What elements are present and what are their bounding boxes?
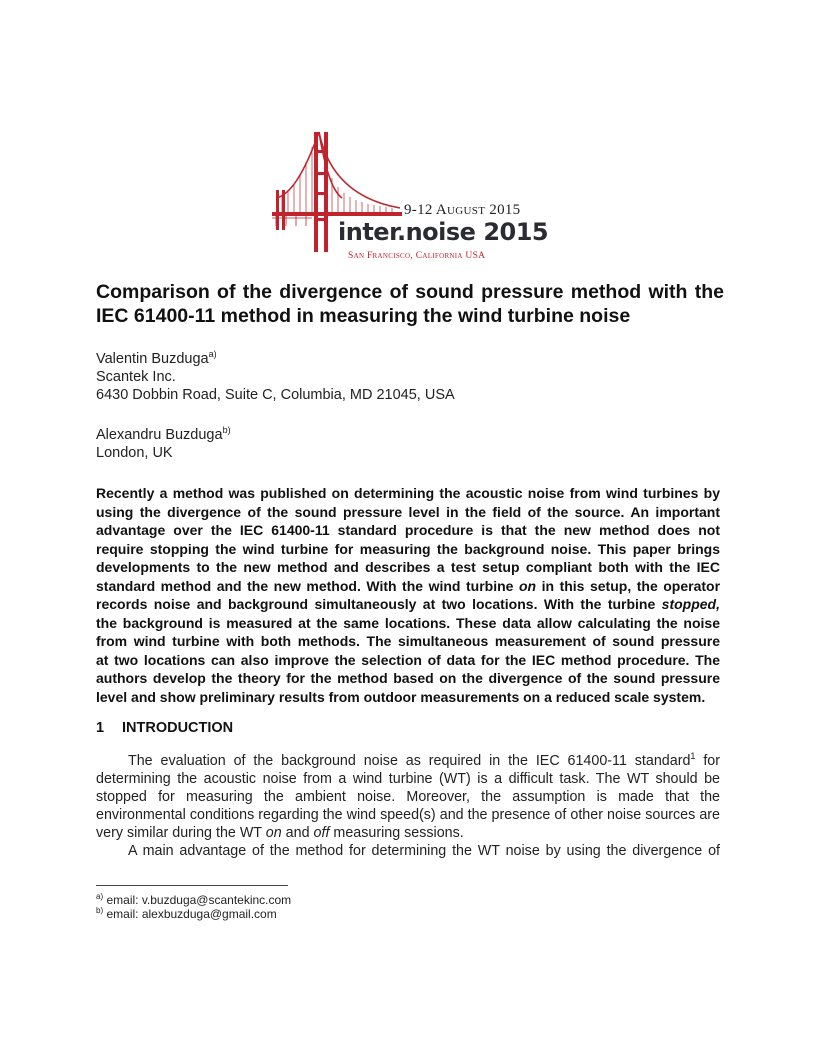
- abstract-line: level and show preliminary results from outdoor measurements on a reduced scale system.: [96, 688, 706, 705]
- footnote-email[interactable]: email: v.buzduga@scantekinc.com: [106, 893, 292, 907]
- section-title: INTRODUCTION: [122, 720, 234, 736]
- footnote-mark: b): [96, 906, 104, 915]
- author-1: [96, 350, 716, 404]
- footnote-email[interactable]: email: alexbuzduga@gmail.com: [106, 907, 277, 921]
- conference-logo: [272, 130, 552, 265]
- title-line-1: Comparison of the divergence of sound pressure method with the: [96, 281, 724, 303]
- body-text: for: [703, 753, 721, 769]
- abstract-text: in this setup, the operator: [541, 577, 721, 594]
- author-affiliation: Scantek Inc.: [96, 369, 176, 385]
- footnote: [96, 893, 291, 907]
- emphasis: on: [265, 825, 282, 841]
- abstract-line: [96, 577, 720, 596]
- body-text: and: [285, 825, 310, 841]
- abstract-text: standard method and the new method. With the wind turbine: [96, 577, 514, 594]
- abstract-line: from wind turbine with both methods. The simultaneous measurement of sound pressure: [96, 633, 720, 649]
- abstract-line: the background is measured at the same locations. These data allow calculating the noise: [96, 614, 720, 631]
- title-line-2: IEC 61400-11 method in measuring the wind turbine noise: [96, 305, 631, 327]
- conference-location: San Francisco, California USA: [348, 251, 486, 261]
- paper-title: [96, 280, 724, 328]
- author-2: [96, 426, 716, 462]
- author-name: Alexandru Buzduga: [96, 427, 223, 443]
- abstract-line: Recently a method was published on determining the acoustic noise from wind turbines by: [96, 485, 720, 501]
- emphasis: on: [518, 577, 537, 594]
- body-line: stopped for measuring the ambient noise. Moreover, the assumption is made that the: [96, 789, 720, 805]
- reference-mark: 1: [690, 751, 696, 761]
- author-address: 6430 Dobbin Road, Suite C, Columbia, MD 21045, USA: [96, 387, 455, 403]
- abstract-line: authors develop the theory for the method based on the divergence of the sound pressure: [96, 670, 720, 686]
- abstract-line: require stopping the wind turbine for measuring the background noise. This paper brings: [96, 540, 720, 557]
- abstract-text: records noise and background simultaneously at two locations. With the turbine: [96, 596, 656, 612]
- body-text: very similar during the WT: [96, 825, 262, 841]
- abstract-line: at two locations can also improve the selection of data for the IEC method procedure. The: [96, 651, 720, 668]
- abstract-line: advantage over the IEC 61400-11 standard procedure is that the new method does not: [96, 522, 720, 538]
- body-line: environmental conditions regarding the wind speed(s) and the presence of other noise sources are: [96, 807, 720, 823]
- footnote-divider: [96, 885, 288, 886]
- introduction-text: [96, 752, 720, 860]
- abstract: [96, 484, 720, 706]
- body-line: [96, 824, 720, 842]
- body-text: measuring sessions.: [333, 825, 464, 841]
- body-line: determining the acoustic noise from a wind turbine (WT) is a difficult task. The WT should be: [96, 771, 720, 787]
- footnote-mark: a): [96, 892, 104, 901]
- section-number: 1: [96, 720, 105, 736]
- abstract-line: [96, 595, 720, 614]
- footnotes: [96, 893, 291, 921]
- abstract-line: developments to the new method and describes a test setup compliant both with the IEC: [96, 559, 720, 575]
- abstract-line: using the divergence of the sound pressure level in the field of the source. An important: [96, 503, 720, 520]
- body-text: The evaluation of the background noise as required in the IEC 61400-11 standard: [128, 753, 691, 769]
- author-mark: b): [222, 425, 231, 435]
- author-name: Valentin Buzduga: [96, 351, 209, 367]
- body-line: [96, 752, 720, 770]
- author-affiliation: London, UK: [96, 445, 173, 461]
- emphasis: off: [313, 825, 330, 841]
- conference-name: inter.noise 2015: [338, 218, 549, 246]
- conference-date: 9-12 August 2015: [404, 202, 521, 218]
- emphasis: stopped,: [661, 596, 720, 612]
- section-heading: [96, 720, 233, 736]
- body-line: A main advantage of the method for determining the WT noise by using the divergence of: [128, 843, 720, 859]
- author-mark: a): [208, 349, 217, 359]
- footnote: [96, 907, 291, 921]
